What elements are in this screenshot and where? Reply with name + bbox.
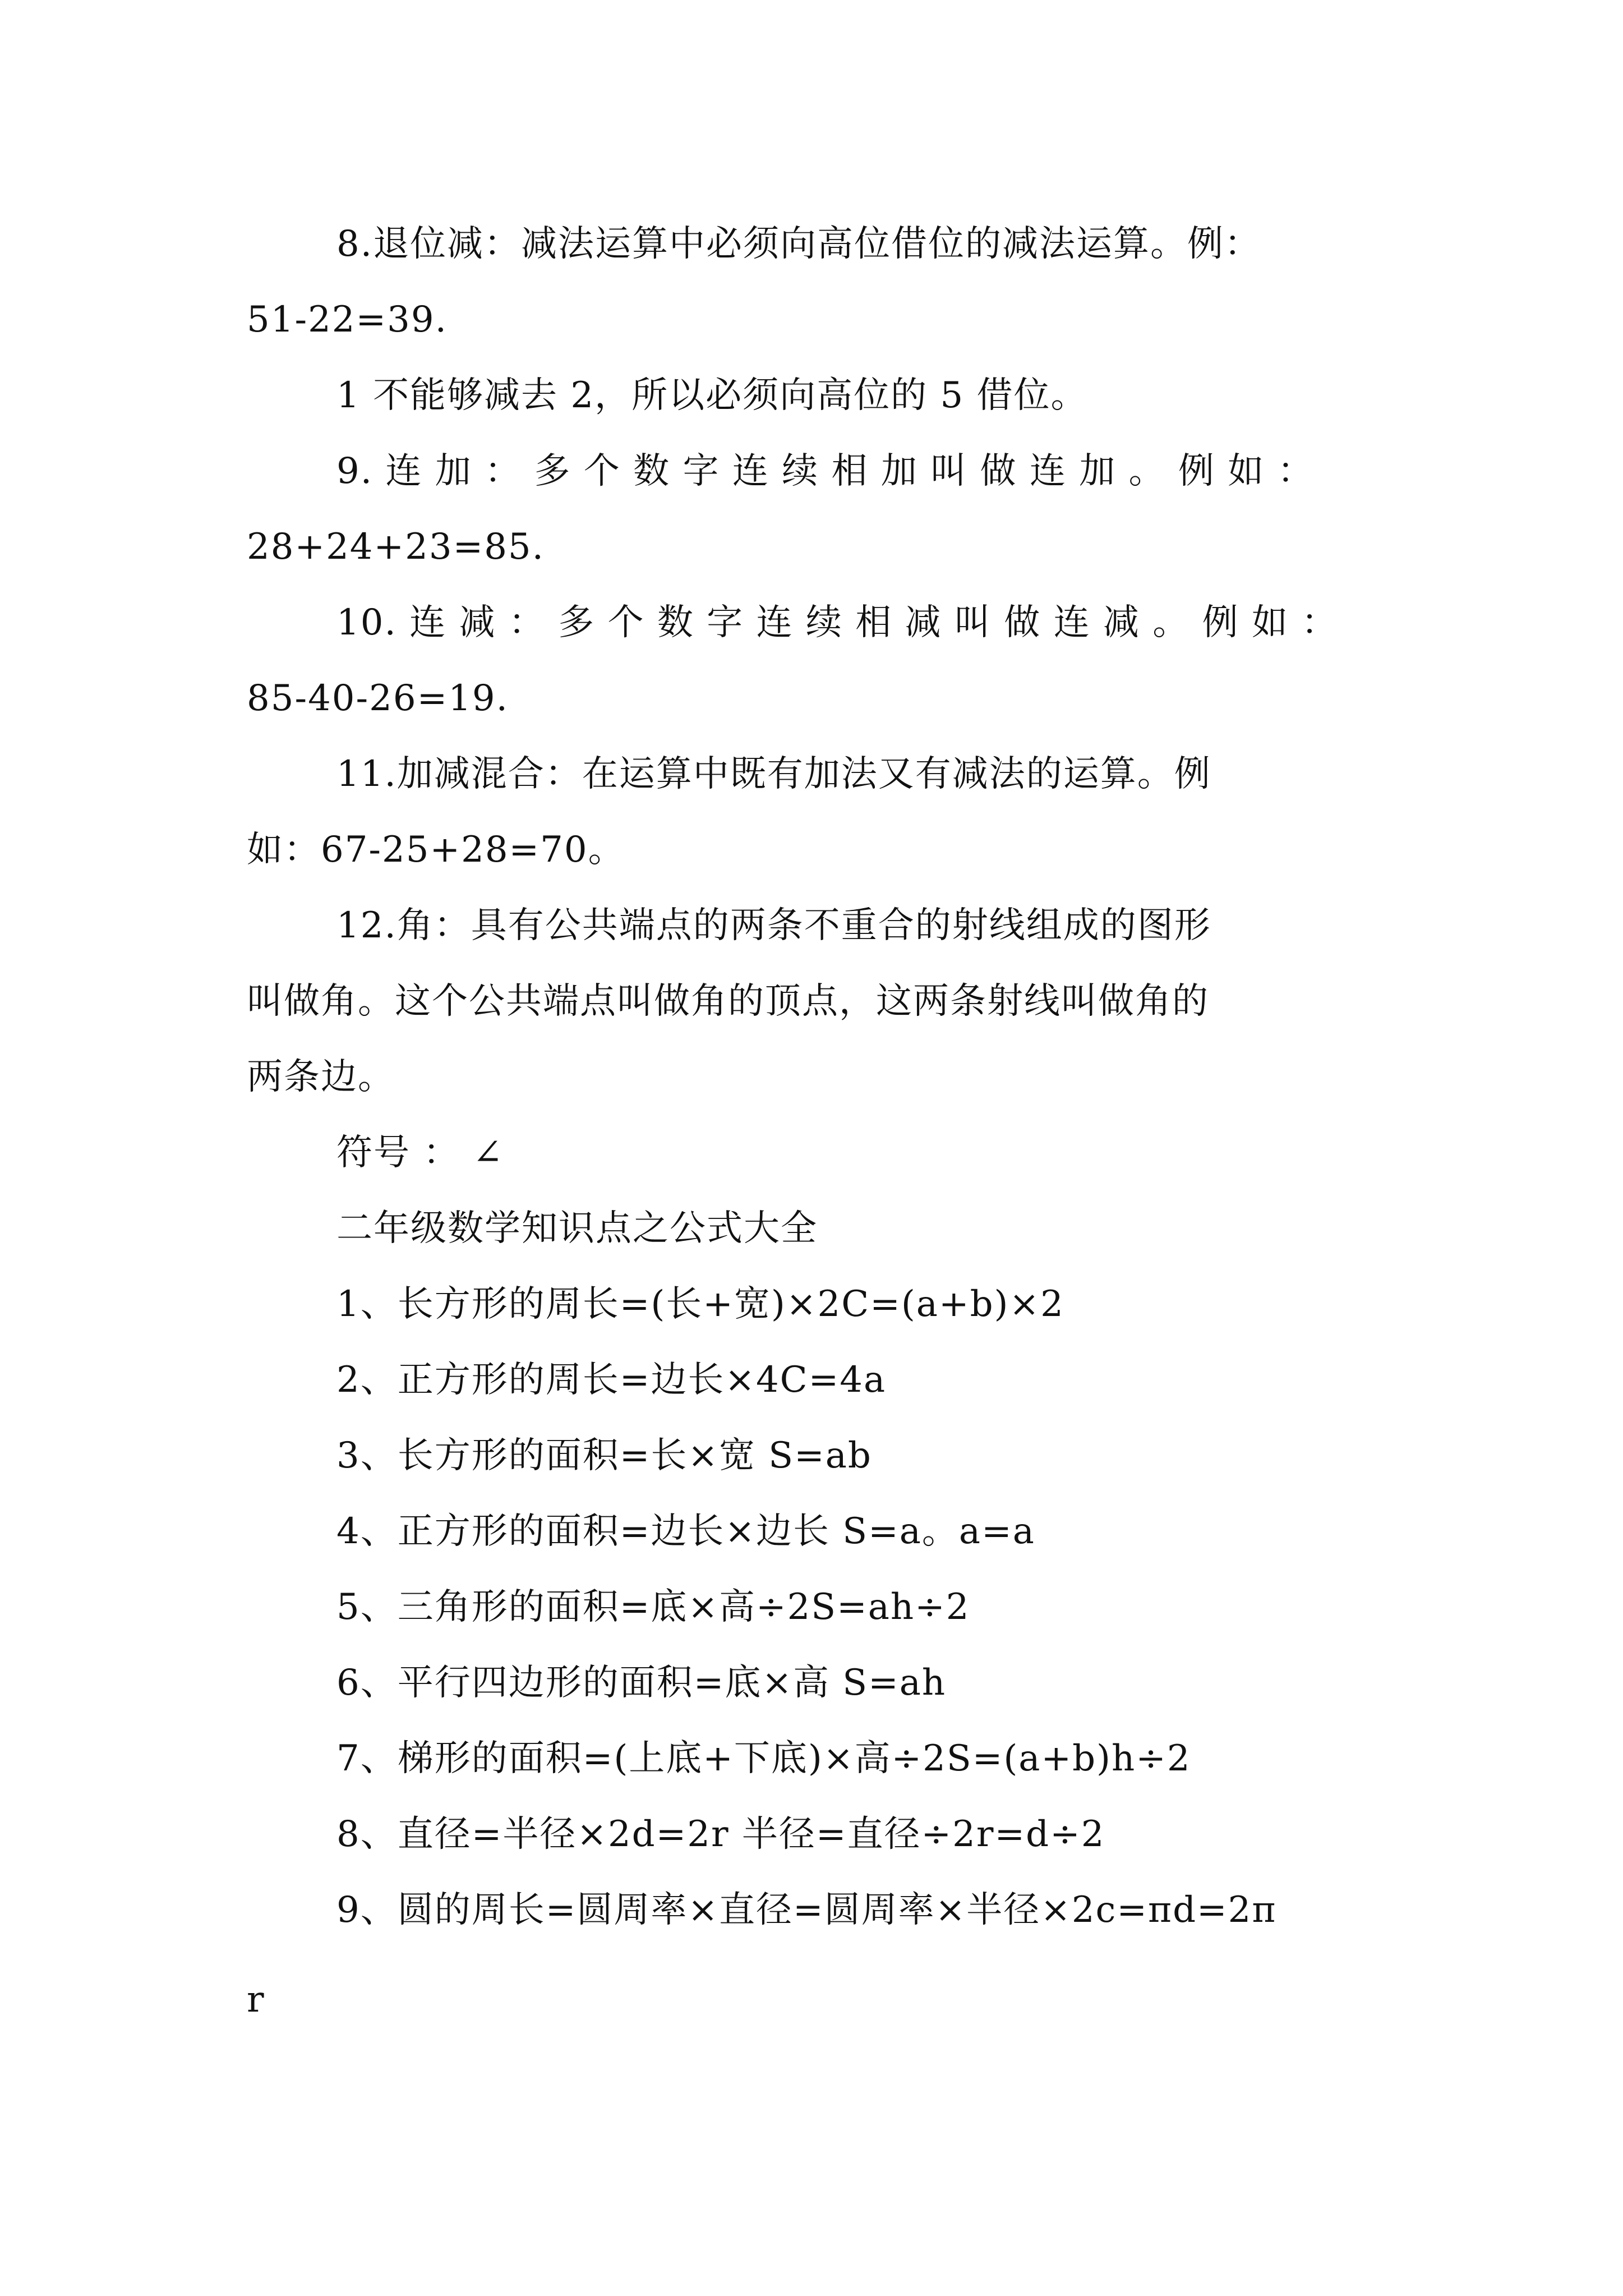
formula-9-line-2: r bbox=[247, 1979, 265, 2021]
section-heading: 二年级数学知识点之公式大全 bbox=[336, 1208, 818, 1249]
formula-3: 3、长方形的面积=长×宽 S=ab bbox=[336, 1435, 872, 1476]
formula-7: 7、梯形的面积=(上底+下底)×高÷2S=(a+b)h÷2 bbox=[336, 1738, 1191, 1779]
angle-symbol-line: 符号 ： ∠ bbox=[336, 1132, 504, 1174]
paragraph-8-line-2: 51-22=39. bbox=[247, 299, 448, 341]
formula-1: 1、长方形的周长=(长+宽)×2C=(a+b)×2 bbox=[336, 1283, 1064, 1325]
paragraph-9-line-2: 28+24+23=85. bbox=[247, 526, 545, 568]
paragraph-9-line-1: 9. 连 加 ： 多 个 数 字 连 续 相 加 叫 做 连 加 。 例 如 ： bbox=[336, 450, 1315, 492]
formula-4: 4、正方形的面积=边长×边长 S=a。a=a bbox=[336, 1511, 1035, 1552]
paragraph-8-note: 1 不能够减去 2，所以必须向高位的 5 借位。 bbox=[336, 375, 1088, 416]
formula-2: 2、正方形的周长=边长×4C=4a bbox=[336, 1359, 887, 1401]
formula-8: 8、直径=半径×2d=2r 半径=直径÷2r=d÷2 bbox=[336, 1814, 1105, 1855]
formula-9-line-1: 9、圆的周长=圆周率×直径=圆周率×半径×2c=πd=2π bbox=[336, 1889, 1277, 1931]
formula-5: 5、三角形的面积=底×高÷2S=ah÷2 bbox=[336, 1586, 970, 1628]
paragraph-10-line-1: 10. 连 减 ： 多 个 数 字 连 续 相 减 叫 做 连 减 。 例 如 ： bbox=[336, 602, 1339, 643]
paragraph-12-line-2: 叫做角。这个公共端点叫做角的顶点，这两条射线叫做角的 bbox=[247, 981, 1209, 1022]
paragraph-8-line-1: 8.退位减：减法运算中必须向高位借位的减法运算。例： bbox=[336, 223, 1262, 265]
formula-6: 6、平行四边形的面积=底×高 S=ah bbox=[336, 1662, 947, 1704]
paragraph-11-line-2: 如：67-25+28=70。 bbox=[247, 829, 625, 871]
paragraph-12-line-1: 12.角：具有公共端点的两条不重合的射线组成的图形 bbox=[336, 905, 1211, 946]
paragraph-11-line-1: 11.加减混合：在运算中既有加法又有减法的运算。例 bbox=[336, 753, 1211, 795]
paragraph-12-line-3: 两条边。 bbox=[247, 1056, 395, 1098]
paragraph-10-line-2: 85-40-26=19. bbox=[247, 678, 509, 719]
